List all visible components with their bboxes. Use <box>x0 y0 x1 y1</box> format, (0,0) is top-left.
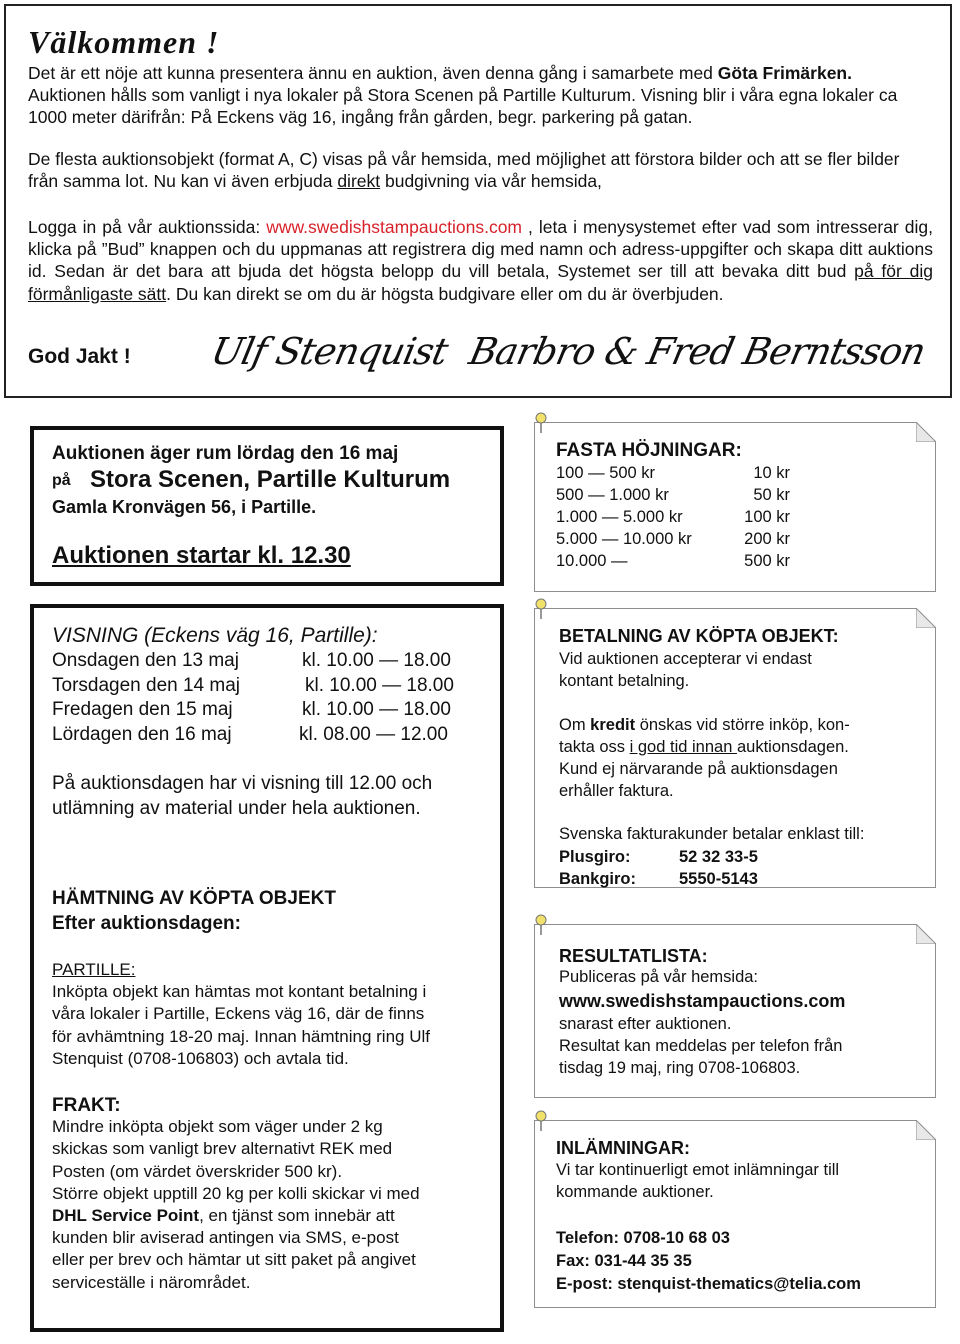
note-fold-corner <box>916 422 936 442</box>
frakt-line: skickas som vanligt brev alternativt REK med <box>52 1139 393 1159</box>
welcome-heading: Välkommen ! <box>28 24 220 60</box>
increments-title: FASTA HÖJNINGAR: <box>556 440 742 461</box>
frakt-dhl-line: DHL Service Point, en tjänst som innebär att <box>52 1206 395 1225</box>
credit-line-1: Om kredit önskas vid större inköp, kon- <box>559 716 850 734</box>
pin-icon <box>534 412 548 434</box>
invoice-info: Svenska fakturakunder betalar enklast till: <box>559 825 865 843</box>
results-line-3: Resultat kan meddelas per telefon från <box>559 1037 843 1055</box>
bankgiro-label: Bankgiro: <box>559 870 637 888</box>
auction-place: Stora Scenen, Partille Kulturum <box>90 466 451 493</box>
auction-date: Auktionen äger rum lördag den 16 maj <box>52 443 399 464</box>
frakt-line: Mindre inköpta objekt som väger under 2 kg <box>52 1117 383 1136</box>
contact-fax: Fax: 031-44 35 35 <box>556 1252 692 1270</box>
intro-paragraph-2: De flesta auktionsobjekt (format A, C) visas på vår hemsida, med möjlighet att förstora bilder och att se fler bilder från samma lot. Nu kan vi även erbjuda direkt budgivning via vår hemsida, <box>28 149 900 192</box>
contact-phone: Telefon: 0708-10 68 03 <box>556 1229 730 1247</box>
pin-icon <box>534 1110 548 1132</box>
viewing-time: kl. 10.00 — 18.00 <box>302 650 451 671</box>
note-fold-corner <box>916 1120 936 1140</box>
pin-icon <box>534 914 548 936</box>
frakt-line: serviceställe i närområdet. <box>52 1272 251 1292</box>
plusgiro-label: Plusgiro: <box>559 848 631 866</box>
increment-step: 100 kr <box>744 508 790 526</box>
frakt-line: Större objekt upptill 20 kg per kolli skickar vi med <box>52 1183 420 1203</box>
partille-heading: PARTILLE: <box>52 960 136 979</box>
viewing-day: Onsdagen den 13 maj <box>52 650 239 671</box>
results-title: RESULTATLISTA: <box>559 946 708 966</box>
increment-step: 500 kr <box>744 552 790 570</box>
frakt-line: kunden blir aviserad antingen via SMS, e-post <box>52 1228 399 1247</box>
results-line-2: snarast efter auktionen. <box>559 1015 732 1033</box>
viewing-day: Lördagen den 16 maj <box>52 723 232 745</box>
plusgiro-number: 52 32 33-5 <box>679 848 758 866</box>
increment-range: 100 — 500 kr <box>556 464 656 482</box>
bankgiro-number: 5550-5143 <box>679 870 758 888</box>
increment-step: 10 kr <box>753 464 790 482</box>
pickup-subtitle: Efter auktionsdagen: <box>52 913 241 934</box>
submissions-line-2: kommande auktioner. <box>556 1183 714 1201</box>
viewing-note-1: På auktionsdagen har vi visning till 12.00 och <box>52 773 433 794</box>
contact-email[interactable]: E-post: stenquist-thematics@telia.com <box>556 1275 861 1293</box>
intro-paragraph-3: Logga in på vår auktionssida: www.swedishstampauctions.com , leta i menysystemet efter vad som intresserar dig, klicka på ”Bud” knappen och du uppmanas att registrera dig med namn och adress-uppgifter och skapa ditt auktions id. Sedan är det bara att bjuda det högsta belopp du vill betala, Systemet ser till att bevaka ditt bud på för dig förmånligaste sätt. Du kan direkt se om du är högsta budgivare eller om du är överbjuden. <box>28 217 933 304</box>
increment-step: 50 kr <box>753 486 790 504</box>
frakt-line: eller per brev och hämtar ut sitt paket på angivet <box>52 1250 416 1270</box>
god-jakt-text: God Jakt ! <box>28 345 131 368</box>
website-link[interactable]: www.swedishstampauctions.com <box>266 217 523 237</box>
auction-place-prefix: på <box>52 472 71 489</box>
pickup-title: HÄMTNING AV KÖPTA OBJEKT <box>52 888 336 909</box>
credit-line-2: takta oss i god tid innan auktionsdagen. <box>559 738 849 756</box>
payment-title: BETALNING AV KÖPTA OBJEKT: <box>559 626 839 646</box>
viewing-time: kl. 10.00 — 18.00 <box>305 674 454 696</box>
pin-icon <box>534 598 548 620</box>
partille-line: Stenquist (0708-106803) och avtala tid. <box>52 1048 349 1068</box>
viewing-day: Torsdagen den 14 maj <box>52 674 241 696</box>
payment-line-1: Vid auktionen accepterar vi endast <box>559 650 812 668</box>
partille-line: Inköpta objekt kan hämtas mot kontant betalning i <box>52 982 427 1001</box>
note-fold-corner <box>916 608 936 628</box>
increment-step: 200 kr <box>744 530 790 548</box>
viewing-title: VISNING (Eckens väg 16, Partille): <box>52 624 378 647</box>
signature-barbro-fred: Barbro & Fred Berntsson <box>465 330 929 373</box>
submissions-title: INLÄMNINGAR: <box>556 1138 690 1158</box>
frakt-heading: FRAKT: <box>52 1095 121 1116</box>
intro-paragraph-1: Det är ett nöje att kunna presentera ännu en auktion, även denna gång i samarbete med Göta Frimärken. Auktionen hålls som vanligt i nya lokaler på Stora Scenen på Partille Kulturum. Visning blir i våra egna lokaler ca 1000 meter därifrån: På Eckens väg 16, ingång från gården, begr. parkering på gatan. <box>28 63 898 128</box>
credit-line-4: erhåller faktura. <box>559 782 674 800</box>
results-line-4: tisdag 19 maj, ring 0708-106803. <box>559 1059 801 1077</box>
submissions-line-1: Vi tar kontinuerligt emot inlämningar till <box>556 1161 840 1179</box>
note-fold-corner <box>916 924 936 944</box>
signature-ulf: Ulf Stenquist <box>207 330 452 373</box>
viewing-note-2: utlämning av material under hela auktionen. <box>52 798 421 819</box>
viewing-time: kl. 10.00 — 18.00 <box>302 699 451 720</box>
partille-line: för avhämtning 18-20 maj. Innan hämtning ring Ulf <box>52 1026 430 1046</box>
credit-line-3: Kund ej närvarande på auktionsdagen <box>559 760 838 778</box>
increment-range: 500 — 1.000 kr <box>556 486 669 504</box>
partille-line: våra lokaler i Partille, Eckens väg 16, där de finns <box>52 1004 425 1024</box>
increment-range: 5.000 — 10.000 kr <box>556 530 692 548</box>
auction-address: Gamla Kronvägen 56, i Partille. <box>52 497 317 517</box>
results-line-1: Publiceras på vår hemsida: <box>559 968 759 986</box>
increment-range: 1.000 — 5.000 kr <box>556 508 683 526</box>
results-website-link[interactable]: www.swedishstampauctions.com <box>559 991 846 1011</box>
payment-line-2: kontant betalning. <box>559 672 690 690</box>
frakt-line: Posten (om värdet överskrider 500 kr). <box>52 1161 343 1181</box>
viewing-day: Fredagen den 15 maj <box>52 699 233 720</box>
auction-start-time: Auktionen startar kl. 12.30 <box>52 542 351 569</box>
viewing-time: kl. 08.00 — 12.00 <box>299 723 448 745</box>
increment-range: 10.000 — <box>556 552 628 570</box>
